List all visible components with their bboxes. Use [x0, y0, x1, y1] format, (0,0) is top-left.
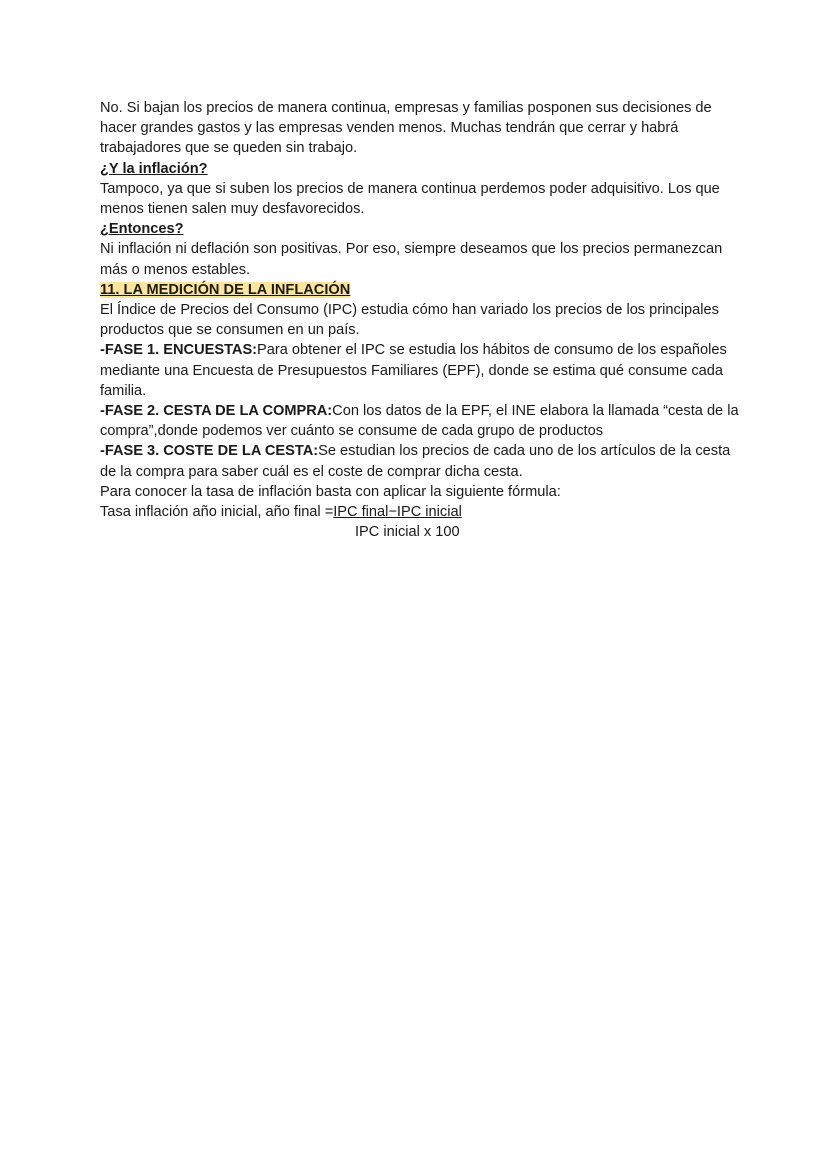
then-question-heading: ¿Entonces? — [100, 221, 184, 238]
phase-3-label: -FASE 3. COSTE DE LA CESTA: — [100, 443, 319, 460]
then-answer-paragraph: Ni inflación ni deflación son positivas. Por eso, siempre deseamos que los precios permanezcan más o menos estables. — [100, 241, 723, 278]
document-page — [100, 98, 740, 542]
phase-3-paragraph — [100, 441, 740, 481]
ipc-intro-paragraph: El Índice de Precios del Consumo (IPC) estudia cómo han variado los precios de los principales productos que se consumen en un país. — [100, 302, 719, 339]
formula-line — [100, 502, 740, 522]
formula-denominator: IPC inicial x 100 — [355, 524, 460, 541]
phase-2-text: Con los datos de la EPF, el INE elabora la llamada “cesta de la compra”,donde podemos ver cuánto se consume de cada grupo de productos — [100, 403, 739, 440]
phase-1-paragraph — [100, 340, 740, 401]
formula-numerator: IPC final−IPC inicial — [333, 504, 462, 521]
phase-1-text: Para obtener el IPC se estudia los hábitos de consumo de los españoles mediante una Encuesta de Presupuestos Familiares (EPF), donde se estima qué consume cada familia. — [100, 342, 727, 399]
section-11-heading-line — [100, 280, 740, 300]
phase-2-paragraph — [100, 401, 740, 441]
phase-1-label: -FASE 1. ENCUESTAS: — [100, 342, 258, 359]
inflation-answer-paragraph: Tampoco, ya que si suben los precios de manera continua perdemos poder adquisitivo. Los que menos tienen salen muy desfavorecidos. — [100, 180, 720, 218]
formula-left-side: Tasa inflación año inicial, año final = — [100, 504, 334, 521]
section-11-title: 11. LA MEDICIÓN DE LA INFLACIÓN — [100, 281, 351, 298]
formula-intro-paragraph: Para conocer la tasa de inflación basta con aplicar la siguiente fórmula: — [100, 483, 561, 500]
phase-2-label: -FASE 2. CESTA DE LA COMPRA: — [100, 403, 333, 420]
deflation-answer-paragraph: No. Si bajan los precios de manera continua, empresas y familias posponen sus decisiones de hacer grandes gastos y las empresas venden menos. Muchas tendrán que cerrar y habrá trabajadores que se queden sin trabajo. — [100, 100, 712, 157]
phase-3-text: Se estudian los precios de cada uno de los artículos de la cesta de la compra para saber cuál es el coste de comprar dicha cesta. — [100, 443, 731, 480]
inflation-question-heading: ¿Y la inflación? — [100, 160, 208, 177]
